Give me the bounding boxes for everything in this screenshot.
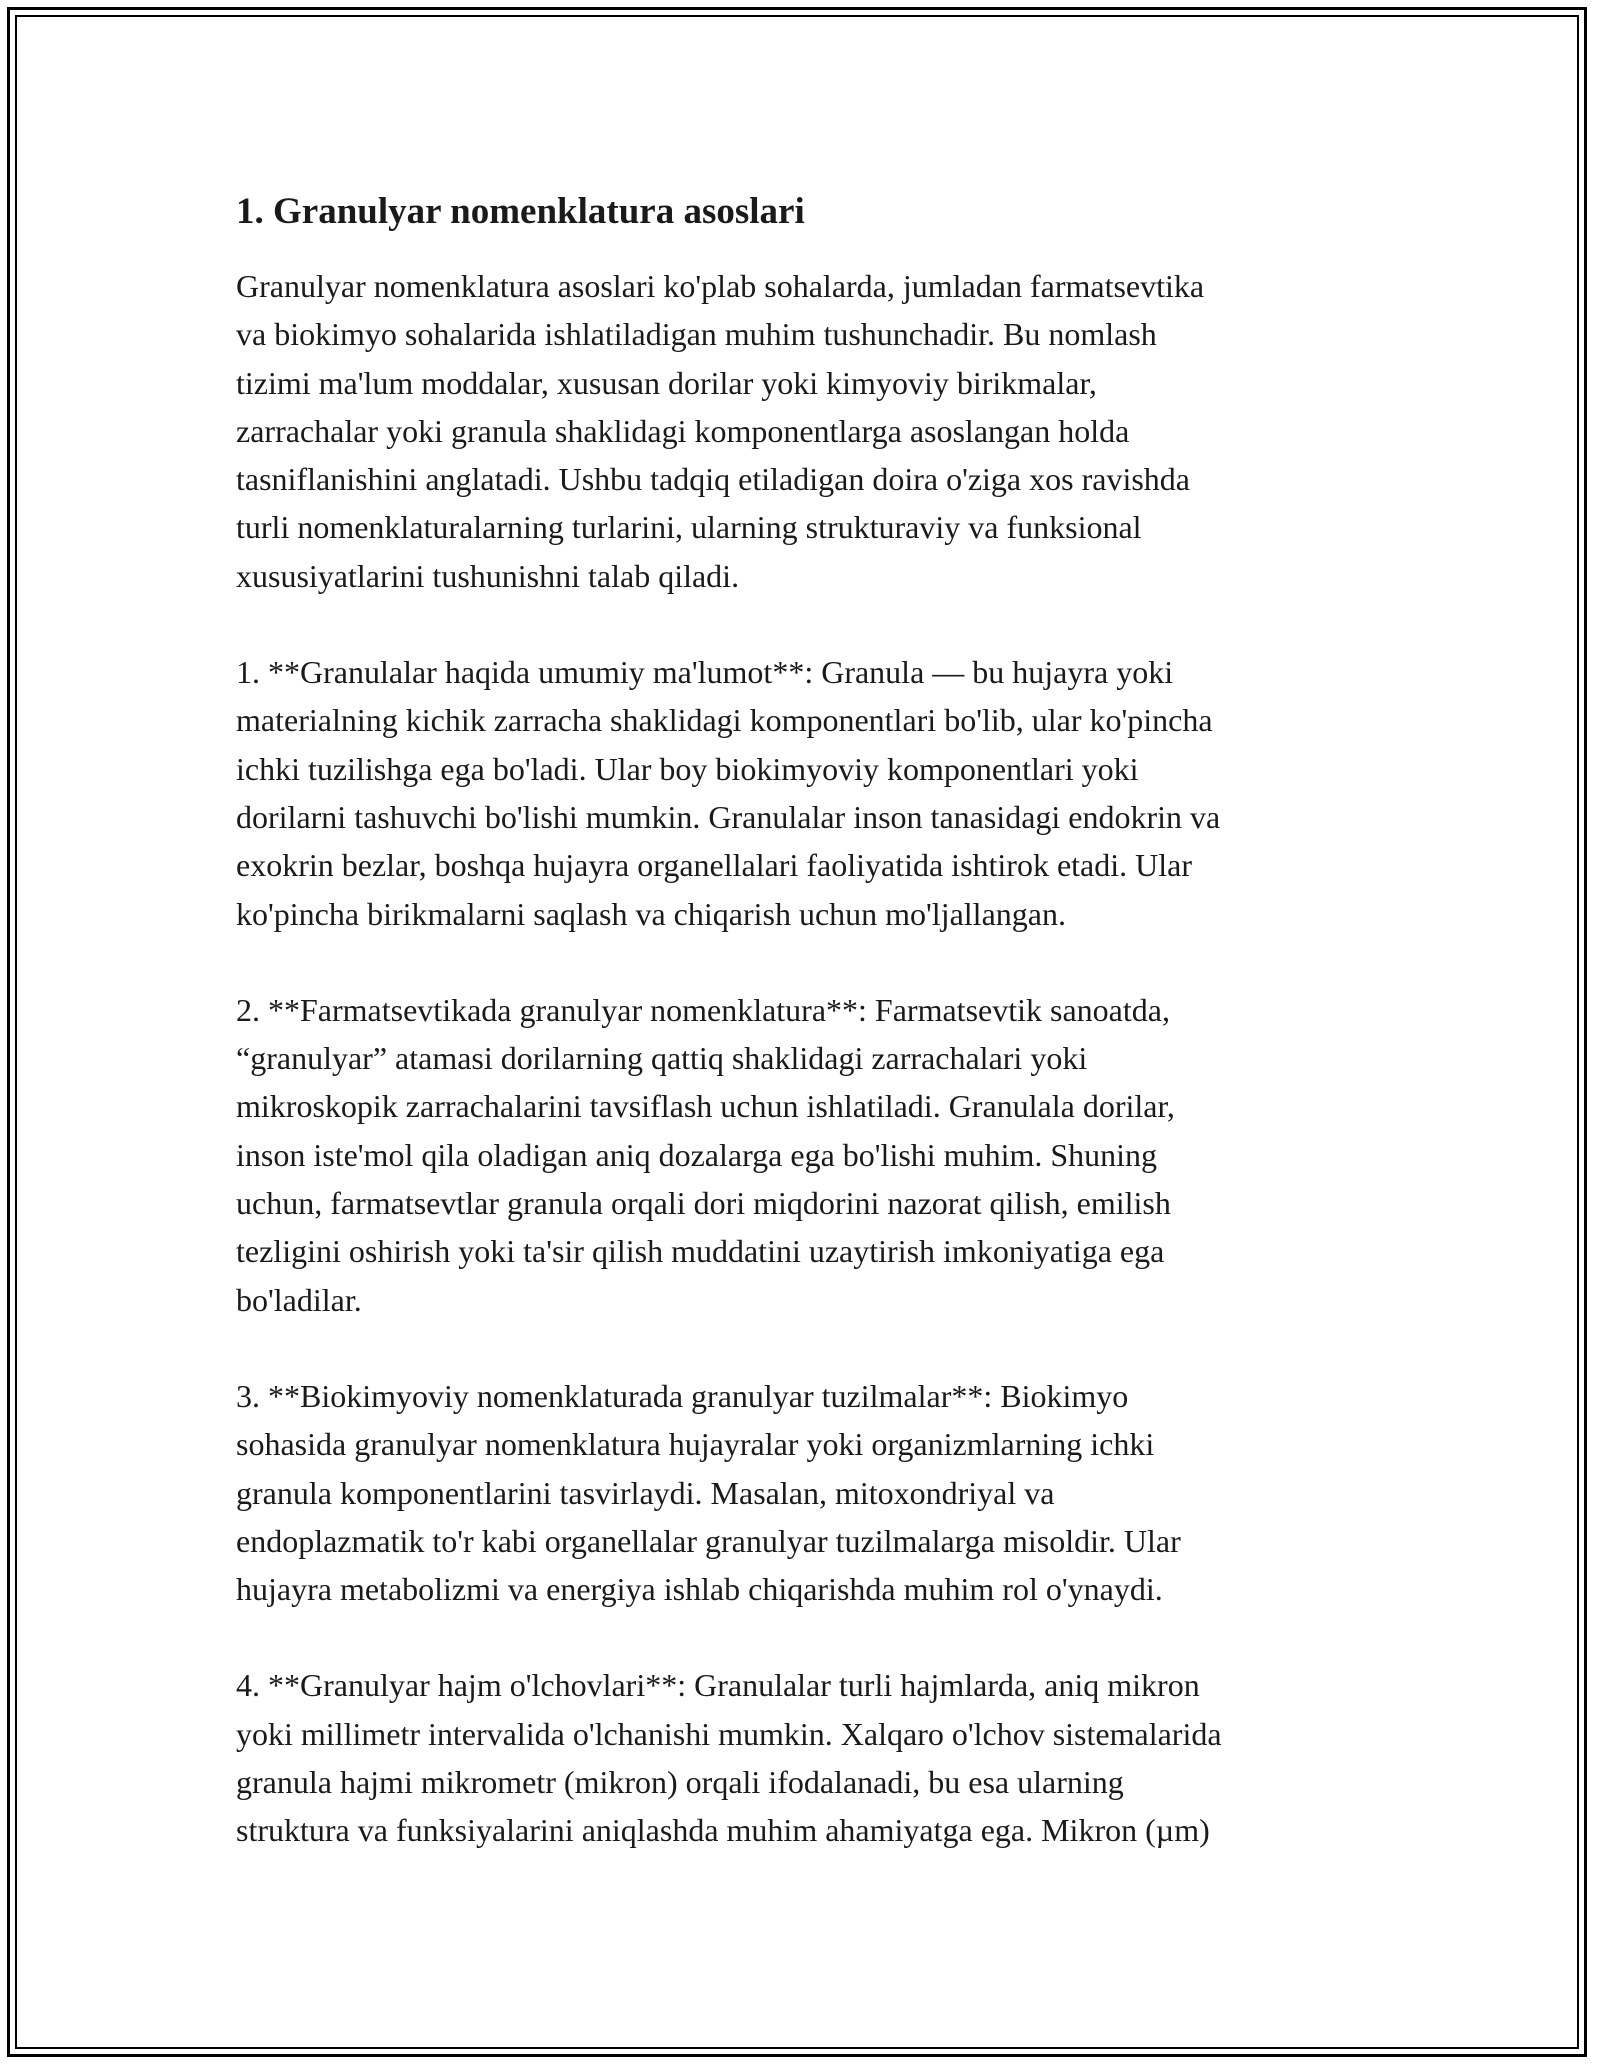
list-item-pharmaceutical-nomenclature: 2. **Farmatsevtikada granulyar nomenklatura**: Farmatsevtik sanoatda, “granulyar” atamasi dorilarning qattiq shaklidagi zarrachalari yoki mikroskopik zarrachalarini tavsiflash uchun ishlatiladi. Granulala dorilar, inson iste'mol qila oladigan aniq dozalarga ega bo'lishi muhim. Shuning uchun, farmatsevtlar granula orqali dori miqdorini nazorat qilish, emilish tezligini oshirish yoki ta'sir qilish muddatini uzaytirish imkoniyatiga ega bo'ladilar. [236,991,1175,1318]
document-body [236,188,1376,1903]
section-heading: 1. Granulyar nomenklatura asoslari [236,191,805,232]
list-item-biochemical-structures: 3. **Biokimyoviy nomenklaturada granulyar tuzilmalar**: Biokimyo sohasida granulyar nomenklatura hujayralar yoki organizmlarning ichki granula komponentlarini tasvirlaydi. Masalan, mitoxondriyal va endoplazmatik to'r kabi organellalar granulyar tuzilmalarga misoldir. Ular hujayra metabolizmi va energiya ishlab chiqarishda muhim rol o'ynaydi. [236,1377,1181,1608]
list-item-size-measurements: 4. **Granulyar hajm o'lchovlari**: Granulalar turli hajmlarda, aniq mikron yoki millimetr intervalida o'lchanishi mumkin. Xalqaro o'lchov sistemalarida granula hajmi mikrometr (mikron) orqali ifodalanadi, bu esa ularning struktura va funksiyalarini aniqlashda muhim ahamiyatga ega. Mikron (µm) [236,1667,1222,1849]
list-item-granules-overview: 1. **Granulalar haqida umumiy ma'lumot**: Granula — bu hujayra yoki materialning kichik zarracha shaklidagi komponentlari bo'lib, ular ko'pincha ichki tuzilishga ega bo'ladi. Ular boy biokimyoviy komponentlari yoki dorilarni tashuvchi bo'lishi mumkin. Granulalar inson tanasidagi endokrin va exokrin bezlar, boshqa hujayra organellalari faoliyatida ishtirok etadi. Ular ko'pincha birikmalarni saqlash va chiqarish uchun mo'ljallangan. [236,654,1221,932]
intro-paragraph: Granulyar nomenklatura asoslari ko'plab sohalarda, jumladan farmatsevtika va biokimyo sohalarida ishlatiladigan muhim tushunchadir. Bu nomlash tizimi ma'lum moddalar, xususan dorilar yoki kimyoviy birikmalar, zarrachalar yoki granula shaklidagi komponentlarga asoslangan holda tasniflanishini anglatadi. Ushbu tadqiq etiladigan doira o'ziga xos ravishda turli nomenklaturalarning turlarini, ularning strukturaviy va funksional xususiyatlarini tushunishni talab qiladi. [236,268,1205,594]
